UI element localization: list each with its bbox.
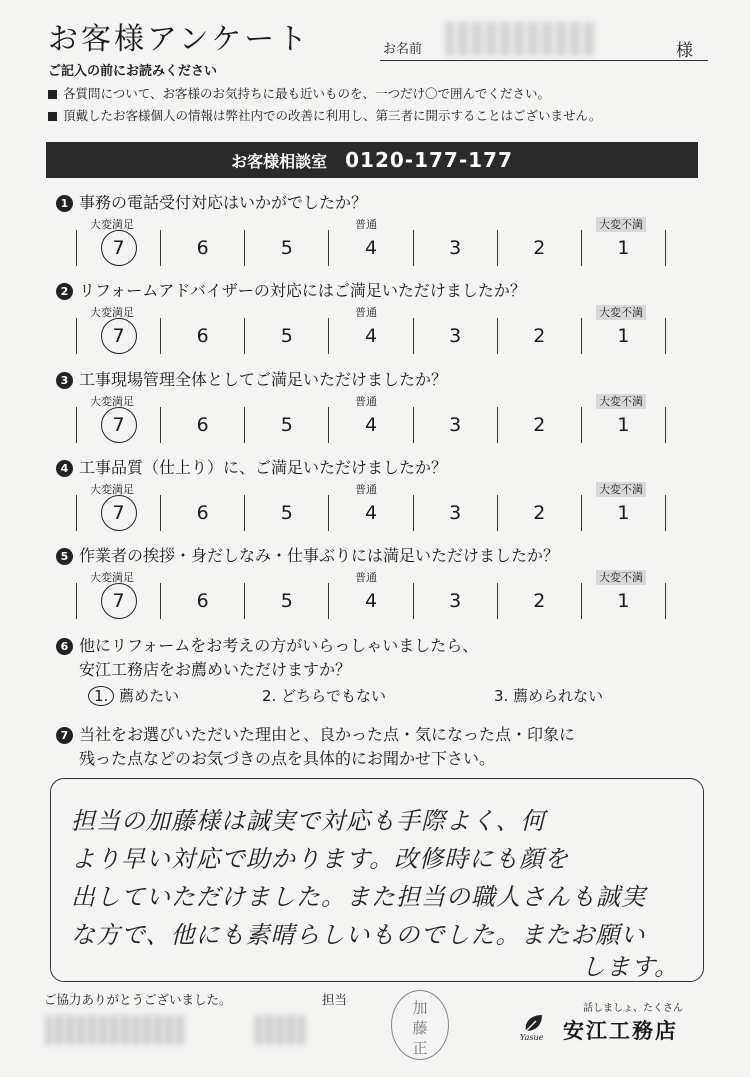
rating-value: 3	[449, 502, 462, 524]
rating-scale	[76, 407, 666, 443]
rating-option-3[interactable]	[413, 230, 497, 266]
question-text: リフォームアドバイザーの対応にはご満足いただけましたか？	[79, 281, 526, 300]
rating-option-1[interactable]	[581, 230, 666, 266]
scale-low-label: 大変不満	[596, 305, 646, 320]
option-text: 薦められない	[513, 687, 604, 705]
rating-option-6[interactable]	[160, 318, 244, 354]
rating-option-3[interactable]	[413, 495, 497, 531]
rating-scale	[76, 318, 666, 354]
staff-seal-stamp: 加 藤 正	[391, 990, 449, 1060]
rating-value: 1	[617, 502, 630, 524]
rating-value: 2	[533, 590, 546, 612]
scale-high-label: 大変満足	[90, 218, 134, 231]
rating-value: 6	[196, 414, 209, 436]
rating-value: 1	[617, 325, 630, 347]
q6-option-1[interactable]	[88, 685, 179, 706]
rating-value: 1	[617, 237, 630, 259]
rating-option-7[interactable]	[76, 407, 160, 443]
instructions-heading: ご記入の前にお読みください	[48, 64, 218, 79]
handwritten-line: 担当の加藤様は誠実で対応も手際よく、何	[71, 807, 546, 835]
rating-option-1[interactable]	[581, 583, 666, 619]
company-tagline: 話しましょ、たくさん	[583, 1003, 683, 1014]
scale-mid-label: 普通	[355, 483, 377, 496]
instruction-note: 各質問について、お客様のお気持ちに最も近いものを、一つだけ〇で囲んでください。	[48, 84, 550, 102]
rating-option-1[interactable]	[581, 495, 666, 531]
rating-value: 2	[533, 325, 546, 347]
rating-option-2[interactable]	[497, 583, 581, 619]
scale-low-label: 大変不満	[596, 217, 646, 232]
rating-value: 5	[280, 590, 293, 612]
scale-mid-label: 普通	[355, 571, 377, 584]
rating-option-4[interactable]	[328, 407, 412, 443]
banner-label: お客様相談室	[231, 151, 328, 171]
name-redacted	[445, 22, 595, 56]
instruction-note: 頂戴したお客様個人の情報は弊社内での改善に利用し、第三者に開示することはございません。	[48, 106, 601, 124]
rating-value: 7	[101, 318, 137, 354]
rating-option-1[interactable]	[581, 318, 666, 354]
company-name: 安江工務店	[563, 1019, 678, 1043]
rating-scale	[76, 230, 666, 266]
rating-option-3[interactable]	[413, 318, 497, 354]
rating-option-5[interactable]	[244, 583, 328, 619]
rating-value: 5	[280, 414, 293, 436]
question-text: 当社をお選びいただいた理由と、良かった点・気になった点・印象に	[79, 725, 576, 744]
question-3	[56, 367, 447, 390]
handwritten-line: より早い対応で助かります。改修時にも顔を	[71, 845, 570, 873]
rating-value: 3	[449, 237, 462, 259]
scale-mid-label: 普通	[355, 218, 377, 231]
rating-option-4[interactable]	[328, 318, 412, 354]
rating-value: 1	[617, 590, 630, 612]
rating-option-5[interactable]	[244, 407, 328, 443]
question-6	[56, 633, 478, 656]
rating-value: 7	[101, 583, 137, 619]
rating-option-4[interactable]	[328, 230, 412, 266]
question-text: 事務の電話受付対応はいかがでしたか？	[79, 193, 368, 212]
rating-option-7[interactable]	[76, 318, 160, 354]
rating-option-4[interactable]	[328, 495, 412, 531]
name-label: お名前	[383, 42, 423, 57]
handwritten-line: な方で、他にも素晴らしいものでした。またお願い	[71, 921, 646, 949]
scale-low-label: 大変不満	[596, 482, 646, 497]
rating-value: 7	[101, 230, 137, 266]
rating-option-3[interactable]	[413, 583, 497, 619]
option-text: どちらでもない	[281, 687, 386, 705]
rating-value: 4	[364, 590, 378, 612]
rating-value: 5	[280, 237, 293, 259]
scale-high-label: 大変満足	[90, 571, 134, 584]
question-number: 5	[56, 548, 73, 565]
rating-value: 3	[449, 414, 462, 436]
rating-option-5[interactable]	[244, 495, 328, 531]
question-6-line2: 安江工務店をお薦めいただけますか？	[79, 660, 352, 679]
rating-option-6[interactable]	[160, 230, 244, 266]
question-2	[56, 278, 526, 301]
rating-option-4[interactable]	[328, 583, 412, 619]
rating-option-2[interactable]	[497, 230, 581, 266]
logo-text: Yasue	[520, 1033, 544, 1041]
banner-phone: 0120-177-177	[345, 148, 513, 172]
rating-value: 2	[533, 502, 546, 524]
bullet-square-icon	[48, 112, 57, 121]
bullet-square-icon	[48, 90, 57, 99]
scale-mid-label: 普通	[355, 395, 377, 408]
question-text: 他にリフォームをお考えの方がいらっしゃいましたら、	[79, 636, 479, 655]
rating-value: 4	[364, 414, 378, 436]
scale-mid-label: 普通	[355, 306, 377, 319]
survey-title: お客様アンケート	[48, 22, 311, 57]
signature-redacted	[255, 1015, 305, 1045]
question-number: 4	[56, 460, 73, 477]
rating-value: 4	[364, 325, 378, 347]
rating-value: 5	[280, 502, 293, 524]
question-7	[56, 722, 575, 745]
scale-high-label: 大変満足	[90, 483, 134, 496]
scale-low-label: 大変不満	[596, 570, 646, 585]
rating-value: 1	[617, 414, 630, 436]
question-number: 6	[56, 638, 73, 655]
honorific: 様	[676, 41, 693, 61]
rating-option-7[interactable]	[76, 583, 160, 619]
rating-value: 7	[101, 407, 137, 443]
rating-option-6[interactable]	[160, 583, 244, 619]
question-4	[56, 455, 447, 478]
rating-value: 7	[101, 495, 137, 531]
company-leaf-logo-icon	[518, 1011, 548, 1041]
rating-option-3[interactable]	[413, 407, 497, 443]
question-7-line2: 残った点などのお気づきの点を具体的にお聞かせ下さい。	[79, 749, 496, 768]
rating-value: 2	[533, 237, 546, 259]
rating-value: 6	[196, 590, 209, 612]
thanks-text: ご協力ありがとうございました。	[44, 992, 232, 1007]
consultation-banner	[46, 142, 698, 178]
staff-label: 担当	[322, 992, 348, 1007]
question-text: 作業者の挨拶・身だしなみ・仕事ぶりには満足いただけましたか？	[79, 546, 560, 565]
rating-option-7[interactable]	[76, 230, 160, 266]
scale-high-label: 大変満足	[90, 306, 134, 319]
rating-scale	[76, 583, 666, 619]
question-number: 2	[56, 283, 73, 300]
rating-value: 6	[196, 502, 209, 524]
option-number: 2.	[262, 687, 277, 705]
q6-option-3[interactable]	[494, 685, 603, 706]
handwritten-line: 出していただけました。また担当の職人さんも誠実	[71, 883, 646, 911]
question-text: 工事現場管理全体としてご満足いただけましたか？	[79, 370, 448, 389]
rating-value: 3	[449, 325, 462, 347]
option-number: 3.	[494, 687, 509, 705]
option-number: 1.	[88, 686, 114, 706]
question-number: 3	[56, 372, 73, 389]
rating-option-2[interactable]	[497, 495, 581, 531]
scale-low-label: 大変不満	[596, 394, 646, 409]
rating-option-6[interactable]	[160, 407, 244, 443]
option-text: 薦めたい	[119, 687, 180, 705]
q6-option-2[interactable]	[262, 685, 386, 706]
name-underline	[380, 60, 708, 61]
rating-value: 4	[364, 237, 378, 259]
question-1	[56, 190, 367, 213]
rating-option-1[interactable]	[581, 407, 666, 443]
rating-value: 6	[196, 237, 209, 259]
question-5	[56, 543, 559, 566]
rating-value: 5	[280, 325, 293, 347]
rating-scale	[76, 495, 666, 531]
scale-high-label: 大変満足	[90, 395, 134, 408]
rating-value: 3	[449, 590, 462, 612]
rating-value: 2	[533, 414, 546, 436]
rating-value: 6	[196, 325, 209, 347]
rating-option-2[interactable]	[497, 318, 581, 354]
question-number: 1	[56, 195, 73, 212]
rating-option-5[interactable]	[244, 318, 328, 354]
rating-value: 4	[364, 502, 378, 524]
signature-redacted	[45, 1015, 185, 1045]
rating-option-2[interactable]	[497, 407, 581, 443]
rating-option-7[interactable]	[76, 495, 160, 531]
rating-option-6[interactable]	[160, 495, 244, 531]
comment-box[interactable]	[50, 778, 704, 982]
rating-option-5[interactable]	[244, 230, 328, 266]
handwritten-line: します。	[581, 953, 680, 981]
question-number: 7	[56, 727, 73, 744]
question-text: 工事品質（仕上り）に、ご満足いただけましたか？	[79, 458, 448, 477]
